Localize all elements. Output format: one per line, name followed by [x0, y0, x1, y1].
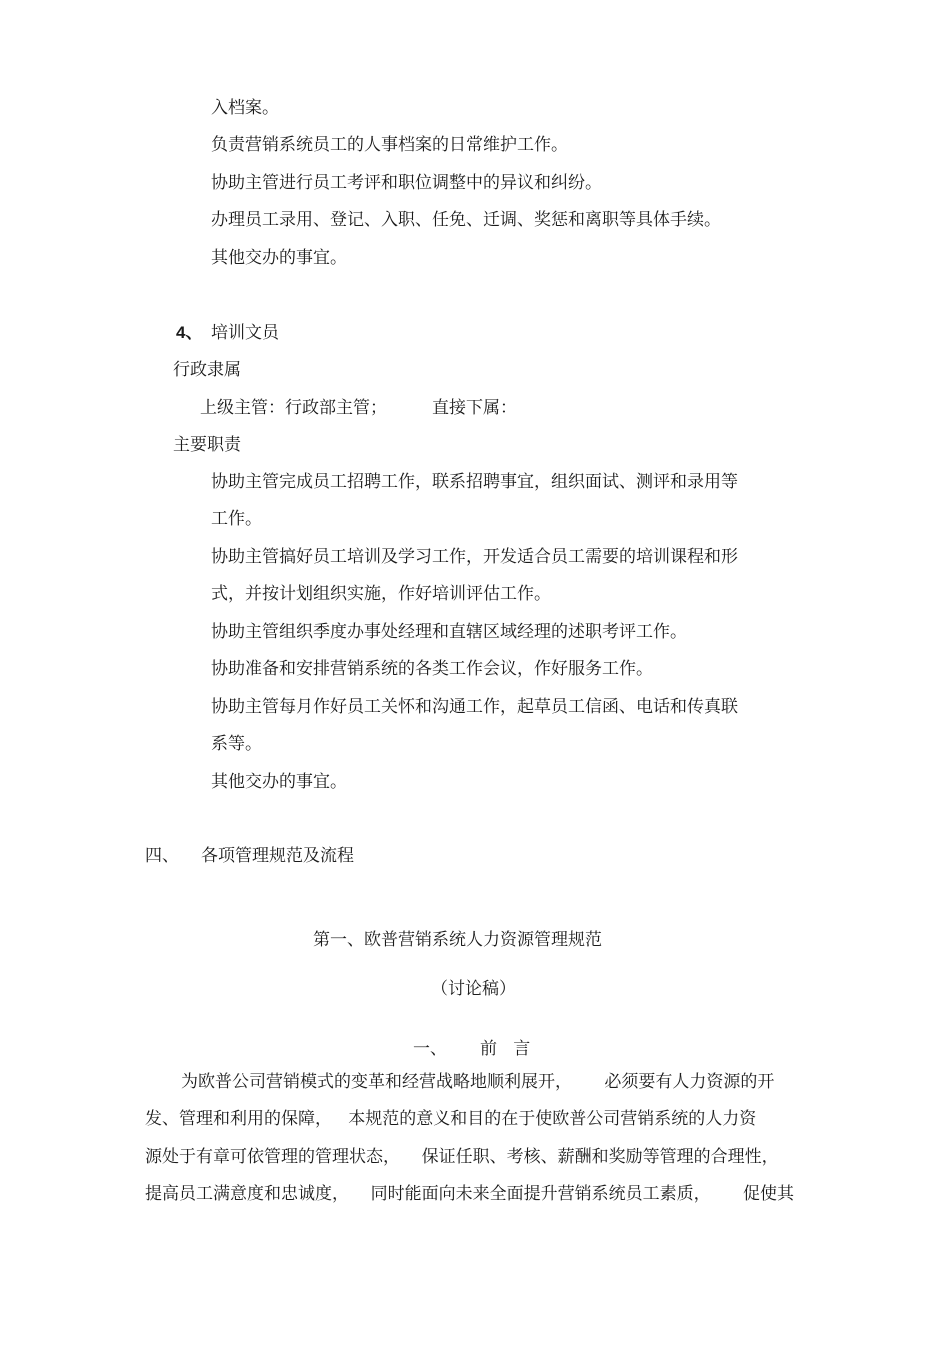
body-line: 提高员工满意度和忠诚度， 同时能面向未来全面提升营销系统员工素质， 促使其 [145, 1184, 795, 1204]
body-line: 发、管理和利用的保障， 本规范的意义和目的在于使欧普公司营销系统的人力资 [145, 1109, 757, 1129]
duty-line: 协助主管进行员工考评和职位调整中的异议和纠纷。 [211, 173, 602, 193]
duties-label: 主要职责 [173, 435, 241, 455]
duty-line: 协助主管每月作好员工关怀和沟通工作，起草员工信函、电话和传真联 [211, 697, 738, 717]
duty-line: 其他交办的事宜。 [211, 248, 347, 268]
duty-line: 工作。 [211, 509, 262, 529]
duty-line: 协助主管搞好员工培训及学习工作，开发适合员工需要的培训课程和形 [211, 547, 738, 567]
preface-title: 前 言 [480, 1039, 531, 1059]
body-line: 为欧普公司营销模式的变革和经营战略地顺利展开， 必须要有人力资源的开 [181, 1072, 775, 1092]
section-title: 各项管理规范及流程 [201, 846, 354, 866]
section-number: 四、 [145, 846, 179, 866]
spec-subtitle: （讨论稿） [431, 979, 516, 999]
duty-line: 协助准备和安排营销系统的各类工作会议，作好服务工作。 [211, 659, 653, 679]
subordinate-text: 直接下属： [432, 398, 517, 418]
duty-line: 协助主管完成员工招聘工作，联系招聘事宜，组织面试、测评和录用等 [211, 472, 738, 492]
position-title: 培训文员 [211, 323, 279, 343]
admin-label: 行政隶属 [173, 360, 241, 380]
superior-text: 上级主管：行政部主管； [200, 398, 387, 418]
duty-line: 协助主管组织季度办事处经理和直辖区域经理的述职考评工作。 [211, 622, 687, 642]
preface-number: 一、 [413, 1039, 447, 1059]
spec-title: 第一、欧普营销系统人力资源管理规范 [313, 930, 602, 950]
position-number: 4、 [176, 323, 203, 342]
duty-line: 负责营销系统员工的人事档案的日常维护工作。 [211, 135, 568, 155]
duty-line: 其他交办的事宜。 [211, 772, 347, 792]
body-line: 源处于有章可依管理的管理状态， 保证任职、考核、薪酬和奖励等管理的合理性， [145, 1147, 779, 1167]
duty-line: 入档案。 [211, 98, 279, 118]
duty-line: 式，并按计划组织实施，作好培训评估工作。 [211, 584, 551, 604]
duty-line: 系等。 [211, 734, 262, 754]
duty-line: 办理员工录用、登记、入职、任免、迁调、奖惩和离职等具体手续。 [211, 210, 721, 230]
